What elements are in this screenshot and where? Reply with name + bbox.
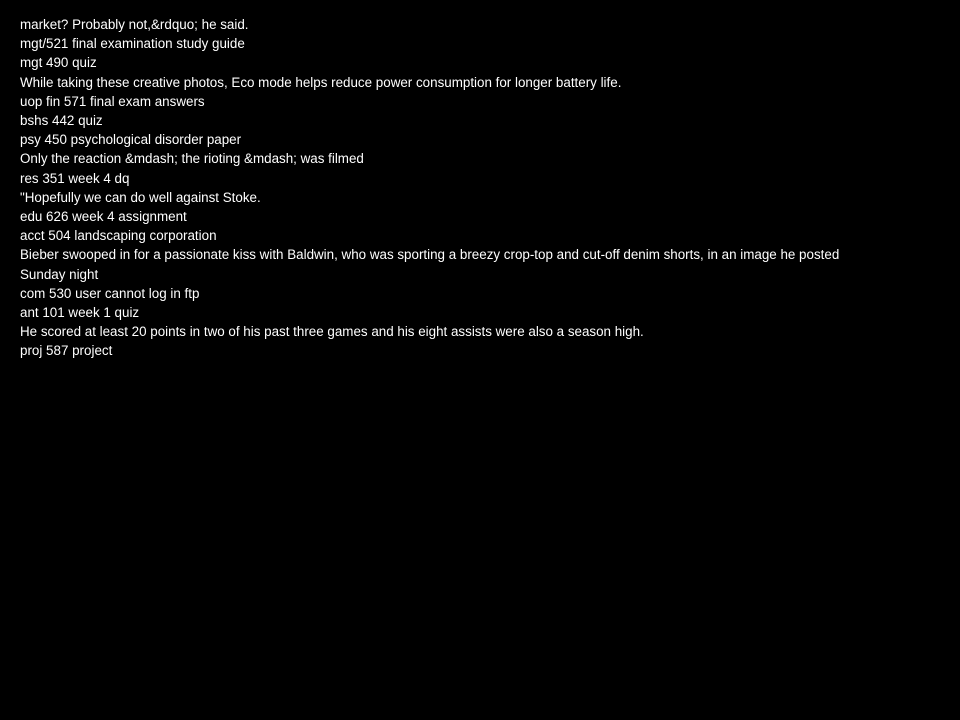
text-line: uop fin 571 final exam answers (20, 93, 205, 109)
text-line: "Hopefully we can do well against Stoke. (20, 189, 261, 205)
text-line: He scored at least 20 points in two of his past three games and his eight assists were also a season high. (20, 324, 644, 340)
text-line: res 351 week 4 dq (20, 170, 130, 186)
text-line: com 530 user cannot log in ftp (20, 285, 200, 301)
text-lines (20, 15, 940, 361)
text-line: While taking these creative photos, Eco mode helps reduce power consumption for longer battery life. (20, 74, 622, 90)
text-line: edu 626 week 4 assignment (20, 209, 187, 225)
text-line: mgt/521 final examination study guide (20, 36, 245, 52)
text-line: Bieber swooped in for a passionate kiss with Baldwin, who was sporting a breezy crop-top and cut-off denim shorts, in an image he posted (20, 247, 840, 263)
text-line: Sunday night (20, 266, 99, 282)
text-line: ant 101 week 1 quiz (20, 305, 140, 321)
text-line: acct 504 landscaping corporation (20, 228, 217, 244)
text-line: proj 587 project (20, 343, 113, 359)
text-line: psy 450 psychological disorder paper (20, 132, 242, 148)
text-line: mgt 490 quiz (20, 55, 97, 71)
text-line: market? Probably not,&rdquo; he said. (20, 17, 249, 32)
text-line: Only the reaction &mdash; the rioting &mdash; was filmed (20, 151, 364, 167)
text-line: bshs 442 quiz (20, 113, 103, 129)
